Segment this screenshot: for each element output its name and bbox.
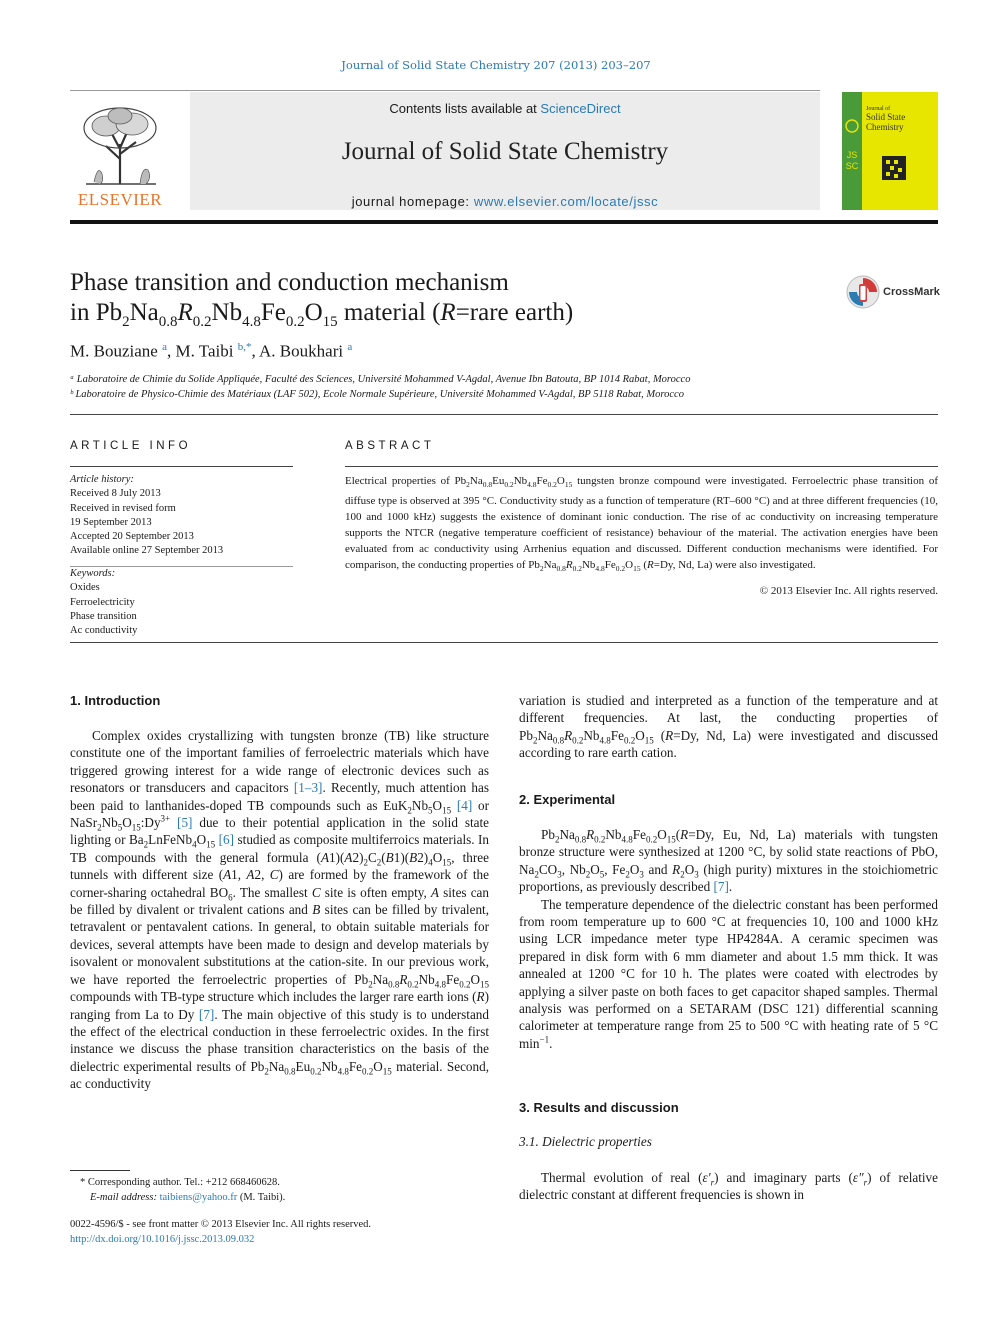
crossmark-badge[interactable] [845,274,945,314]
cover-title-line3: Chemistry [866,122,904,132]
corresponding-author-line: * Corresponding author. Tel.: +212 668460628. [80,1177,280,1188]
affiliations [70,372,938,402]
footnote-rule [70,1170,130,1171]
history-item: Received 8 July 2013 [70,488,161,500]
introduction-continued: variation is studied and interpreted as a function of the temperature and at different frequencies. At last, the conducting properties of $Pb_2Na_{0.8}R_{0.2}Nb_{4.8}Fe_{0.2}O_{15}$ (R=Dy, Nd, La) were investigated and discussed according to rare earth cation. [519,693,938,761]
header-top-rule [70,90,820,91]
article-title [70,268,830,337]
email-link[interactable]: taibiens@yahoo.fr [159,1192,238,1203]
journal-name: Journal of Solid State Chemistry [341,138,669,165]
author-list: M. Bouziane $^a$, M. Taibi $^{b,*}$, A. Boukhari $^a$ [70,341,353,361]
citation-line[interactable]: Journal of Solid State Chemistry 207 (2013) 203–207 [341,58,651,72]
front-matter-bottom-rule [70,642,938,643]
contents-prefix: Contents lists available at [389,101,541,116]
history-label: Article history: [70,474,134,485]
issn-line: 0022-4596/$ - see front matter © 2013 Elsevier Inc. All rights reserved. [70,1219,372,1230]
title-line-1: Phase transition and conduction mechanism [70,269,509,296]
dielectric-paragraph: Thermal evolution of real $(\varepsilon'_r)$ and imaginary parts $(\varepsilon''_r)$ of relative dielectric constant at different frequencies is shown in [519,1170,938,1203]
keyword-item: Phase transition [70,610,137,622]
keyword-item: Oxides [70,582,100,594]
email-suffix: (M. Taibi). [237,1192,286,1203]
experimental-paragraph: The temperature dependence of the dielectric constant has been performed from room temperature up to 600 °C at frequencies 10, 100 and 1000 kHz using LCR impedance meter type HP4284A. A ceramic specimen was prepared in disk form with 6 mm diameter and about 1.5 mm thick. It was annealed at 1200 °C for 10 h. The plates were coated with electrodes by applying a silver paste on both faces to get capacitor shaped samples. Thermal analysis was performed on a SETARAM (DSC 121) differential scanning calorimeter at temperature range from 25 to 500 °C with heating rate of 5 °C $\min^{-1}$. [519,896,938,1051]
author-name[interactable]: M. Taibi [175,341,234,361]
sciencedirect-link[interactable]: ScienceDirect [540,101,621,116]
email-label: E-mail address: [90,1192,160,1203]
article-history [70,473,293,559]
corresponding-author-footnote [70,1175,489,1205]
article-info-rule [70,466,293,467]
journal-homepage-line [190,194,820,209]
abstract-text: Electrical properties of $Pb_2Na_{0.8}Eu_{0.2}Nb_{4.8}Fe_{0.2}O_{15}$ tungsten bronze compound were investigated. Ferroelectric phase transition of diffuse type is observed at 395 °C. Conductivity study as a function of temperature (RT–600 °C) and at three different frequencies (10, 100 and 1000 kHz) suggests the existence of dominant ionic conduction. The rise of ac conductivity on increasing temperature supports the NTCR (negative temperature coefficient of resistance) behaviour of the material. The activation energies have been evaluated from ac conductivity using Arrhenius equation and discussed. Different conduction mechanisms were identified. For comparison, the conducting properties of $Pb_2Na_{0.8}R_{0.2}Nb_{4.8}Fe_{0.2}O_{15}$ (R=Dy, Nd, La) were also investigated. [345,475,938,574]
article-info-heading: ARTICLE INFO [70,440,192,452]
history-item: Available online 27 September 2013 [70,545,224,557]
homepage-link[interactable]: www.elsevier.com/locate/jssc [473,194,659,209]
section-heading-experimental: 2. Experimental [519,792,616,807]
history-item: Received in revised form [70,502,176,514]
introduction-paragraph: Complex oxides crystallizing with tungsten bronze (TB) like structure constitute one of the important families of ferroelectric materials which have triggered growing interest for a wide range of electronic devices such as resonators or transducers and capacitors [1–3]. Recently, much attention has been paid to lanthanides-doped TB compounds such as $EuK_2Nb_5O_{15}$ [4] or $NaSr_2Nb_5O_{15}:Dy^{3+}$ [5] due to their potential application in the solid state lighting or $Ba_2LnFeNb_4O_{15}$ [6] studied as composite multiferroics materials. In TB compounds with the general formula $(A1)(A2)_2C_2(B1)(B2)_4O_{15}$, three tunnels with different size (A1, A2, C) are formed by the framework of the corner-sharing octahedral $BO_6$. The smallest C site is often empty, A sites can be filled by divalent or trivalent cations and B sites can be filled by trivalent, tetravalent or pentavalent cations. In general, to obtain suitable materials for devices, several attempts have been made to design and develop materials by isovalent or monovalent substitutions at the cation-site. In our previous work, we have reported the ferroelectric properties of $Pb_2Na_{0.8}R_{0.2}Nb_{4.8}Fe_{0.2}O_{15}$ compounds with TB-type structure which includes the larger rare earth ions (R) ranging from La to Dy [7]. The main objective of this study is to understand the effect of the electrical conduction in these ferroelectric oxides. In the first instance we discuss the phase transition characteristics on the basis of the dielectric experimental results of $Pb_2Na_{0.8}Eu_{0.2}Nb_{4.8}Fe_{0.2}O_{15}$ material. Second, ac conductivity [70,728,490,1092]
history-item: Accepted 20 September 2013 [70,531,194,543]
header-bottom-rule [70,220,938,224]
keyword-item: Ac conductivity [70,625,138,637]
affiliation-b: ᵇ Laboratoire de Physico-Chimie des Matériaux (LAF 502), Ecole Normale Supérieure, Université Mohammed V-Agdal, BP 5118 Rabat, Morocco [70,389,684,400]
author-affil-mark[interactable]: a [162,341,167,353]
title-line-2: in $Pb_2Na_{0.8}R_{0.2}Nb_{4.8}Fe_{0.2}O_{15}$ material (R=rare earth) [70,299,574,330]
title-bottom-rule [70,414,938,415]
introduction-body [70,727,489,1093]
issn-block [70,1217,570,1247]
crossmark-label: CrossMark [883,286,940,298]
subsection-heading-dielectric: 3.1. Dielectric properties [519,1134,652,1149]
elsevier-logo [70,100,170,212]
experimental-paragraph: $Pb_2Na_{0.8}R_{0.2}Nb_{4.8}Fe_{0.2}O_{15}(R=Dy$, Eu, Nd, La) materials with tungsten bronze structure were synthesized at 1200 °C, by solid state reactions of PbO, $Na_2CO_3$, $Nb_2O_5$, $Fe_2O_3$ and $R_2O_3$ (high purity) mixtures in the stoichiometric proportions, as previously described [7]. [519,827,939,895]
affiliation-a: ᵃ Laboratoire de Chimie du Solide Appliquée, Faculté des Sciences, Université Mohammed V-Agdal, Avenue Ibn Batouta, BP 1014 Rabat, Morocco [70,374,691,385]
email-line [70,1190,489,1205]
keywords-label: Keywords: [70,568,116,579]
abstract-copyright: © 2013 Elsevier Inc. All rights reserved. [759,585,938,597]
cover-title-small: Journal of [866,106,891,112]
abstract-heading: ABSTRACT [345,440,435,452]
history-item: 19 September 2013 [70,516,152,528]
author-affil-mark[interactable]: a [347,341,353,353]
crossmark-icon [845,274,881,310]
abstract-rule [345,466,938,467]
dielectric-body [519,1169,938,1204]
doi-link[interactable]: http://dx.doi.org/10.1016/j.jssc.2013.09.032 [70,1234,255,1245]
journal-cover-thumbnail[interactable] [842,92,938,210]
author-affil-mark[interactable]: b,* [237,341,252,353]
cover-side-label: JSSC [845,150,859,171]
author-name[interactable]: M. Bouziane [70,341,158,361]
section-heading-results: 3. Results and discussion [519,1100,679,1115]
keyword-item: Ferroelectricity [70,596,135,608]
keywords [70,567,293,638]
elsevier-wordmark: ELSEVIER [77,190,163,209]
elsevier-tree-icon [76,104,164,186]
contents-available-line [190,101,820,116]
section-heading-introduction: 1. Introduction [70,693,161,708]
homepage-prefix: journal homepage: [351,194,474,209]
author-name[interactable]: A. Boukhari [259,341,344,361]
experimental-body [519,826,938,1052]
cover-title-line2: Solid State [866,112,906,122]
